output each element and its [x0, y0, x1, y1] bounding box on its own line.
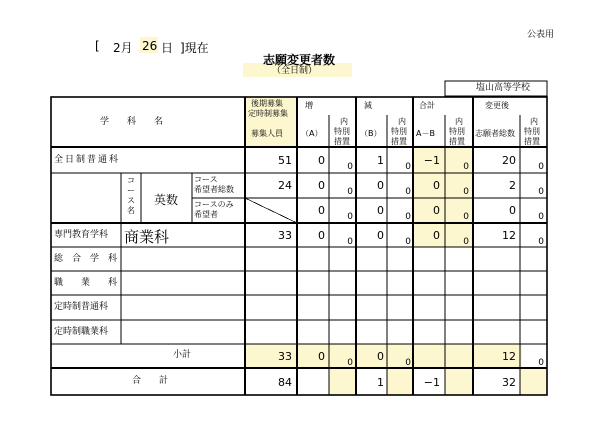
- header-bosyu-1: 後期募集: [251, 99, 283, 108]
- row-label-teiji-shoku: 定時制職業科: [54, 327, 109, 337]
- senmon-name: 商業科: [124, 228, 170, 246]
- row-label-course-only-2: 希望者: [194, 210, 218, 219]
- cell-subtotal-dec-special: 0: [405, 358, 411, 368]
- header-increase: 増: [305, 101, 313, 110]
- cell-zennichi-after: 20: [502, 154, 516, 167]
- cell-zennichi-bosyu[interactable]: 51: [278, 154, 292, 167]
- row-label-course-total-2: 希望者総数: [194, 185, 234, 194]
- cell-course-total-after: 2: [509, 179, 516, 192]
- cell-grand-dec: 1: [377, 376, 384, 389]
- cell-subtotal-after-special: 0: [538, 358, 544, 368]
- row-label-grand-total: 合 計: [132, 376, 169, 386]
- header-after: 変更後: [485, 101, 509, 110]
- cell-course-total-dec-special[interactable]: 0: [405, 187, 411, 197]
- cell-senmon-after: 12: [502, 229, 516, 242]
- row-label-senmon: 専門教育学科: [54, 230, 109, 240]
- cell-course-total-inc[interactable]: 0: [318, 179, 325, 192]
- cell-senmon-after-special: 0: [538, 237, 544, 247]
- cell-zennichi-dec[interactable]: 1: [377, 154, 384, 167]
- header-tot-special-2: 特別: [449, 127, 465, 136]
- date-open-bracket: [: [95, 39, 100, 53]
- cell-course-total-tot-special: 0: [463, 187, 469, 197]
- cell-senmon-inc-special[interactable]: 0: [347, 237, 353, 247]
- header-decrease-sub: （B）: [360, 129, 382, 138]
- cell-grand-after: 32: [502, 376, 516, 389]
- public-label: 公表用: [527, 30, 555, 40]
- cell-course-only-tot: 0: [433, 204, 440, 217]
- header-after-sub: 志願者総数: [475, 129, 515, 138]
- header-inc-special-1: 内: [340, 117, 348, 126]
- header-dec-special-3: 措置: [391, 137, 407, 146]
- header-after-special-2: 特別: [524, 127, 540, 136]
- page-subtitle: （全日制）: [272, 66, 318, 76]
- cell-zennichi-tot: −1: [423, 154, 440, 167]
- course-name: 英数: [154, 193, 179, 207]
- cell-zennichi-tot-special: 0: [463, 162, 469, 172]
- cell-course-only-after-special: 0: [538, 212, 544, 222]
- cell-senmon-tot-special: 0: [463, 237, 469, 247]
- cell-senmon-tot: 0: [433, 229, 440, 242]
- cell-zennichi-inc[interactable]: 0: [318, 154, 325, 167]
- header-dec-special-2: 特別: [391, 127, 407, 136]
- cell-senmon-dec-special[interactable]: 0: [405, 237, 411, 247]
- cell-zennichi-after-special: 0: [538, 162, 544, 172]
- header-department: 学 科 名: [100, 117, 164, 127]
- cell-course-only-after: 0: [509, 204, 516, 217]
- header-tot-special-1: 内: [455, 117, 463, 126]
- row-label-sougou: 総 合 学 科: [54, 254, 118, 264]
- cell-course-total-tot: 0: [433, 179, 440, 192]
- cell-course-only-inc[interactable]: 0: [318, 204, 325, 217]
- cell-subtotal-inc-special: 0: [347, 358, 353, 368]
- cell-course-only-tot-special: 0: [463, 212, 469, 222]
- row-label-zennichi: 全日制普通科: [54, 155, 121, 165]
- cell-subtotal-after: 12: [502, 350, 516, 363]
- cell-course-only-dec[interactable]: 0: [377, 204, 384, 217]
- header-after-special-3: 措置: [524, 137, 540, 146]
- cell-subtotal-bosyu: 33: [278, 350, 292, 363]
- cell-course-total-inc-special[interactable]: 0: [347, 187, 353, 197]
- header-decrease: 減: [364, 101, 372, 110]
- cell-grand-tot: −1: [423, 376, 440, 389]
- cell-senmon-dec[interactable]: 0: [377, 229, 384, 242]
- header-after-special-1: 内: [530, 117, 538, 126]
- highlight-grand-special-inc: [329, 368, 356, 395]
- cell-course-total-after-special: 0: [538, 187, 544, 197]
- row-label-course: コース名: [127, 176, 135, 215]
- highlight-grand-special-after: [520, 368, 547, 395]
- page-title: 志願変更者数: [263, 53, 336, 67]
- row-label-subtotal: 小計: [173, 350, 192, 360]
- header-total: 合計: [419, 101, 435, 110]
- empty-cell-diagonal: [245, 198, 297, 223]
- highlight-grand-special-tot: [445, 368, 472, 395]
- cell-subtotal-inc: 0: [318, 350, 325, 363]
- header-total-sub: A－B: [416, 129, 435, 138]
- school-name: 塩山高等学校: [476, 83, 531, 93]
- cell-course-only-dec-special[interactable]: 0: [405, 212, 411, 222]
- cell-senmon-bosyu[interactable]: 33: [278, 229, 292, 242]
- cell-course-total-bosyu[interactable]: 24: [278, 179, 292, 192]
- cell-zennichi-inc-special[interactable]: 0: [347, 162, 353, 172]
- date-day: 26: [142, 39, 158, 53]
- cell-course-total-dec[interactable]: 0: [377, 179, 384, 192]
- header-tot-special-3: 措置: [449, 137, 465, 146]
- header-increase-sub: （A）: [301, 129, 323, 138]
- row-label-teiji-futsu: 定時制普通科: [54, 302, 109, 312]
- header-bosyu-3: 募集人員: [251, 129, 283, 138]
- header-inc-special-2: 特別: [334, 127, 350, 136]
- date-day-unit: 日: [161, 41, 174, 55]
- date-month: 2月: [113, 41, 133, 55]
- cell-subtotal-dec: 0: [377, 350, 384, 363]
- cell-zennichi-dec-special[interactable]: 0: [405, 162, 411, 172]
- cell-course-only-inc-special[interactable]: 0: [347, 212, 353, 222]
- row-label-course-total-1: コース: [194, 175, 218, 184]
- header-dec-special-1: 内: [398, 117, 406, 126]
- cell-grand-bosyu: 84: [278, 376, 292, 389]
- row-label-course-only-1: コースのみ: [194, 200, 234, 209]
- header-bosyu-2: 定時制募集: [248, 109, 288, 118]
- header-inc-special-3: 措置: [334, 137, 350, 146]
- cell-senmon-inc[interactable]: 0: [318, 229, 325, 242]
- row-label-shokugyou: 職 業 科: [54, 278, 118, 288]
- date-close: ]現在: [180, 41, 209, 55]
- highlight-grand-special-dec: [387, 368, 414, 395]
